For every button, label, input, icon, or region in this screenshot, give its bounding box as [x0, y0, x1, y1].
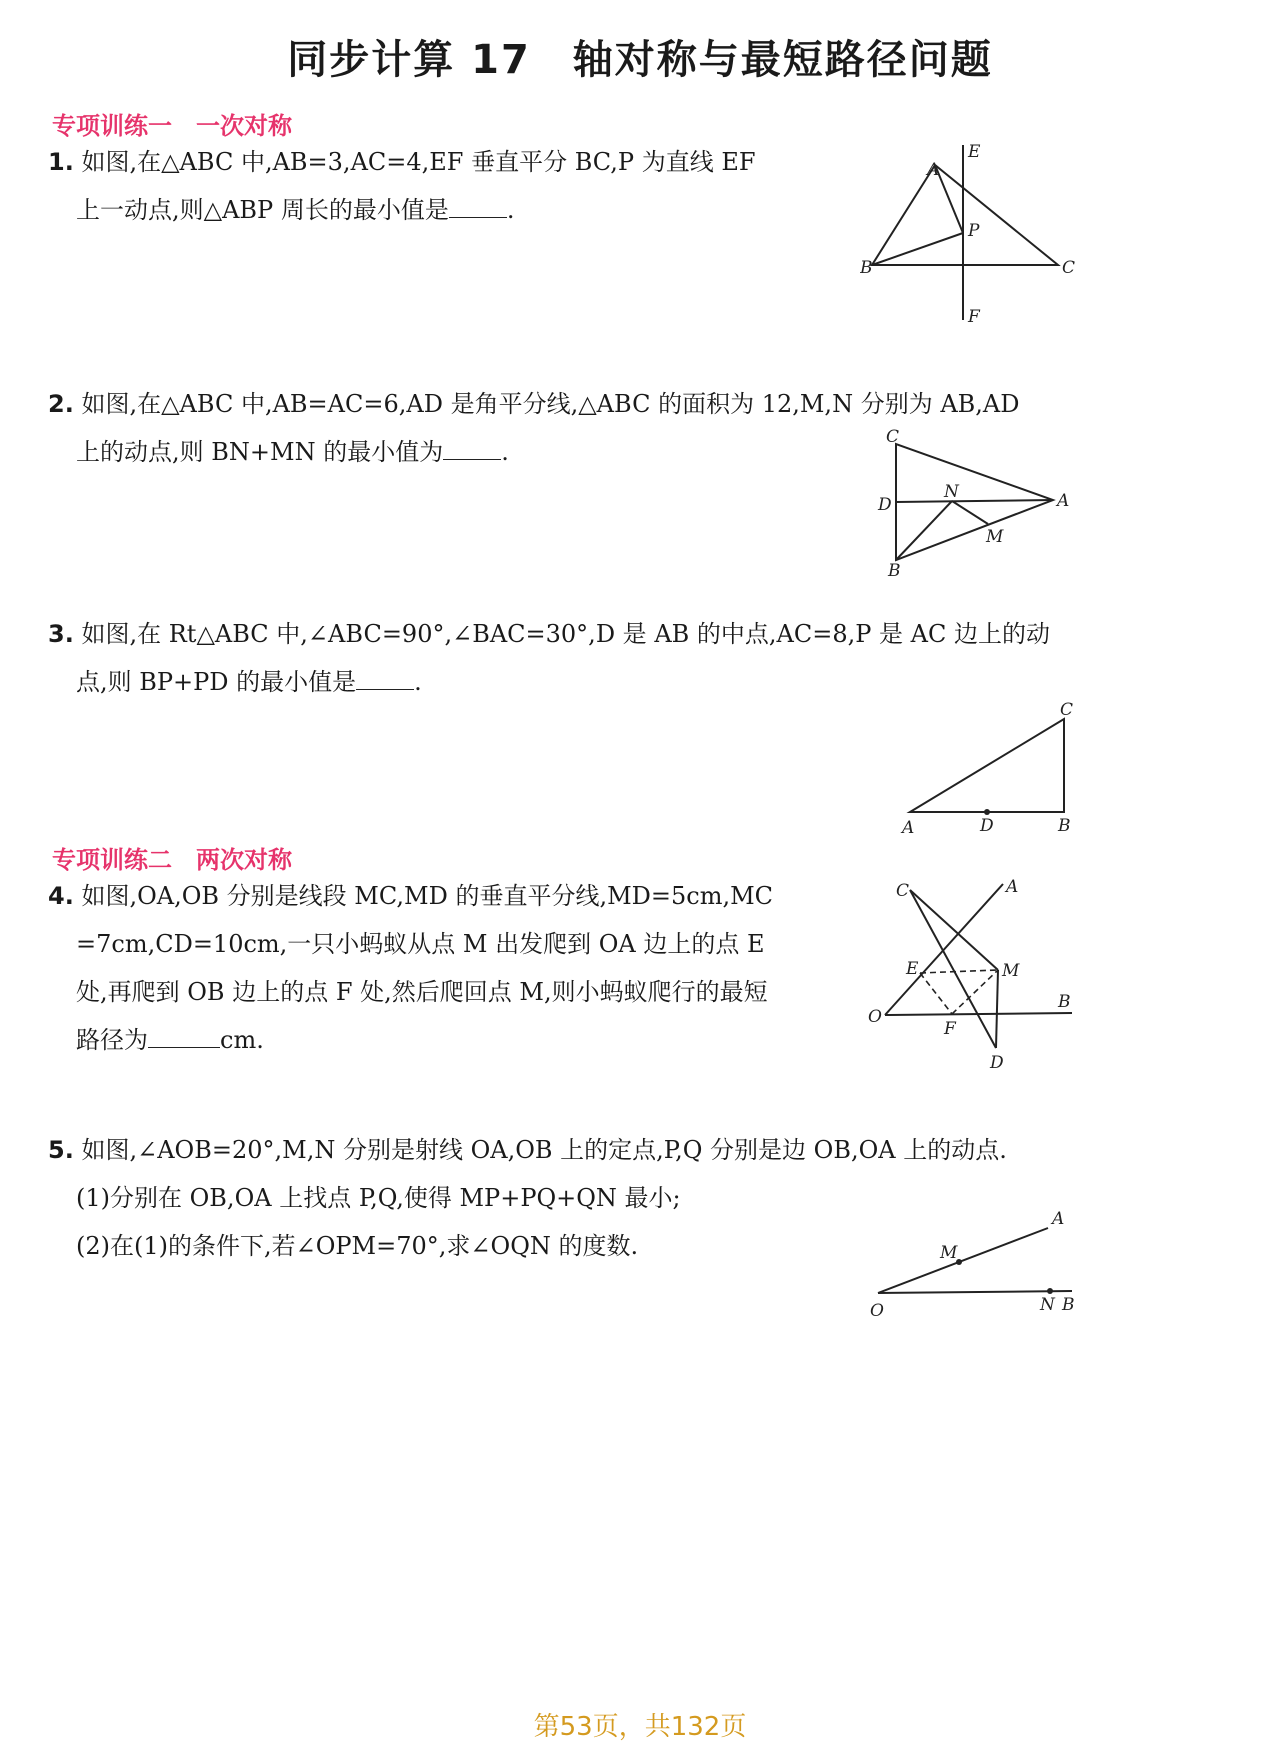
label-d: D	[980, 816, 994, 836]
label-c: C	[886, 427, 900, 447]
triangle-abc	[872, 165, 1058, 265]
segment-ad	[896, 500, 1053, 502]
triangle-abc	[910, 719, 1064, 812]
label-d: D	[990, 1053, 1004, 1073]
figure-4	[860, 870, 1100, 1080]
ray-oa	[885, 884, 1003, 1015]
figure-5	[860, 1200, 1100, 1340]
label-o: O	[868, 1007, 882, 1027]
label-c: C	[1062, 258, 1076, 278]
label-p: P	[968, 221, 980, 241]
ray-ob	[878, 1291, 1072, 1293]
answer-blank[interactable]	[443, 439, 501, 460]
problem-text: .	[506, 196, 515, 224]
label-c: C	[1060, 700, 1074, 720]
label-n: N	[944, 482, 959, 502]
point-d	[984, 809, 990, 815]
problem-4	[48, 872, 773, 1064]
label-c: C	[896, 881, 910, 901]
figure-2	[870, 422, 1090, 582]
page-title: 同步计算 17 轴对称与最短路径问题	[287, 37, 993, 83]
segment-bp	[872, 233, 963, 265]
ray-oa	[878, 1228, 1048, 1293]
problem-text: (2)在(1)的条件下,若∠OPM=70°,求∠OQN 的度数.	[76, 1232, 639, 1260]
problem-number: 3.	[48, 620, 74, 648]
label-b: B	[860, 258, 873, 278]
label-a: A	[927, 160, 940, 180]
problem-number: 5.	[48, 1136, 74, 1164]
problem-1	[48, 138, 756, 234]
label-d: D	[878, 495, 892, 515]
answer-blank[interactable]	[356, 669, 414, 690]
problem-number: 1.	[48, 148, 74, 176]
problem-text: 路径为	[76, 1026, 148, 1054]
problem-text: 处,再爬到 OB 边上的点 F 处,然后爬回点 M,则小蚂蚁爬行的最短	[76, 978, 768, 1006]
problem-text: 如图,在 Rt△ABC 中,∠ABC=90°,∠BAC=30°,D 是 AB 的中点,AC=8,P 是 AC 边上的动	[81, 620, 1050, 648]
figure-3	[890, 695, 1110, 845]
page-indicator: 第53页，共132页	[533, 1712, 747, 1742]
problem-text: 如图,在△ABC 中,AB=3,AC=4,EF 垂直平分 BC,P 为直线 EF	[81, 148, 756, 176]
problem-text: 如图,在△ABC 中,AB=AC=6,AD 是角平分线,△ABC 的面积为 12,M,N 分别为 AB,AD	[81, 390, 1020, 418]
problem-text: (1)分别在 OB,OA 上找点 P,Q,使得 MP+PQ+QN 最小;	[76, 1184, 681, 1212]
label-e: E	[906, 959, 919, 979]
section-heading-2: 专项训练二 两次对称	[52, 846, 292, 874]
label-m: M	[986, 527, 1004, 547]
label-a: A	[1052, 1209, 1065, 1229]
answer-blank[interactable]	[148, 1027, 220, 1048]
label-b: B	[1058, 992, 1071, 1012]
label-b: B	[1062, 1295, 1075, 1315]
segment-cm	[910, 890, 998, 970]
segment-bn	[896, 501, 952, 560]
label-m: M	[1002, 961, 1020, 981]
label-a: A	[902, 818, 915, 838]
problem-text: .	[501, 438, 509, 466]
segment-ef	[920, 973, 952, 1014]
answer-blank[interactable]	[449, 197, 507, 218]
label-f: F	[944, 1019, 956, 1039]
problem-text: .	[414, 668, 422, 696]
segment-mn	[952, 501, 988, 524]
label-a: A	[1057, 491, 1070, 511]
problem-text: 上的动点,则 BN+MN 的最小值为	[76, 438, 444, 466]
label-f: F	[968, 307, 980, 327]
label-b: B	[1058, 816, 1071, 836]
label-e: E	[968, 142, 981, 162]
problem-number: 2.	[48, 390, 74, 418]
section-heading-1: 专项训练一 一次对称	[52, 112, 292, 140]
point-n	[1047, 1288, 1053, 1294]
segment-md	[996, 970, 998, 1048]
figure-1	[860, 135, 1100, 335]
label-b: B	[888, 561, 901, 581]
problem-text: 如图,OA,OB 分别是线段 MC,MD 的垂直平分线,MD=5cm,MC	[81, 882, 774, 910]
problem-text: cm.	[220, 1026, 264, 1054]
label-m: M	[940, 1243, 958, 1263]
problem-number: 4.	[48, 882, 74, 910]
segment-em	[920, 970, 998, 973]
problem-text: =7cm,CD=10cm,一只小蚂蚁从点 M 出发爬到 OA 边上的点 E	[76, 930, 765, 958]
problem-3	[48, 610, 1050, 706]
problem-text: 上一动点,则△ABP 周长的最小值是	[76, 196, 449, 224]
label-o: O	[870, 1301, 884, 1321]
problem-text: 点,则 BP+PD 的最小值是	[76, 668, 357, 696]
label-n: N	[1040, 1295, 1055, 1315]
label-a: A	[1006, 877, 1019, 897]
problem-text: 如图,∠AOB=20°,M,N 分别是射线 OA,OB 上的定点,P,Q 分别是边 OB,OA 上的动点.	[81, 1136, 1007, 1164]
